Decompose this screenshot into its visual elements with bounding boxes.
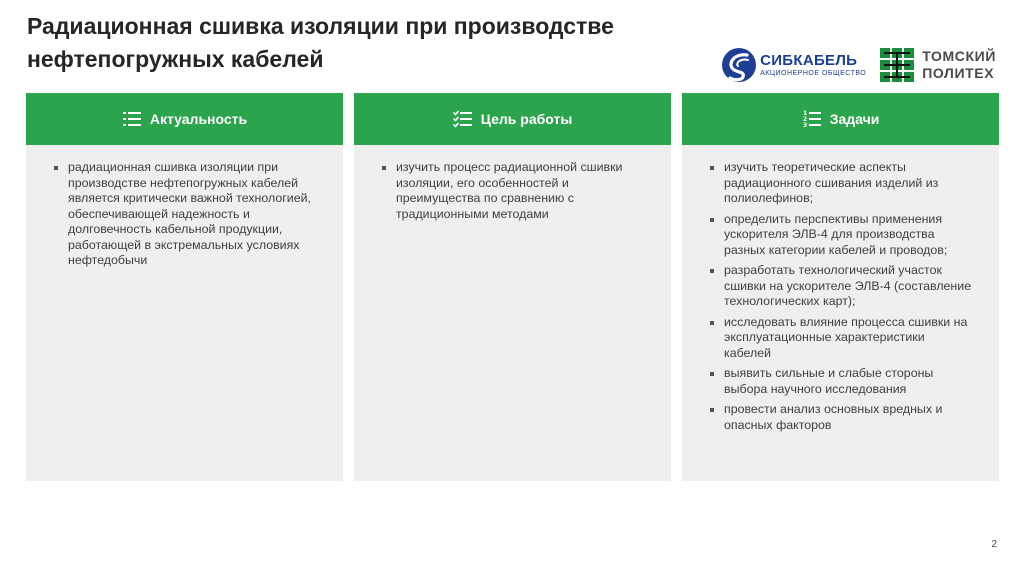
- svg-text:2: 2: [802, 116, 807, 123]
- card-tasks: [682, 93, 999, 481]
- card-title-goal: Цель работы: [480, 111, 573, 127]
- svg-text:3: 3: [802, 122, 807, 129]
- sibkabel-logo: [721, 47, 866, 83]
- list-item: выявить сильные и слабые стороны выбора научного исследования: [709, 366, 975, 397]
- list-item: определить перспективы применения ускорителя ЭЛВ-4 для производства разных категории кабелей и проводов;: [709, 212, 975, 259]
- tpu-logo: [880, 48, 996, 82]
- sibkabel-logo-icon: [721, 47, 757, 83]
- card-list-goal: [381, 160, 647, 222]
- svg-text:1: 1: [802, 110, 807, 117]
- card-list-tasks: [709, 160, 975, 433]
- checklist-icon: [453, 109, 473, 129]
- sibkabel-name: СИБКАБЕЛЬ: [760, 51, 858, 69]
- sibkabel-subtitle: АКЦИОНЕРНОЕ ОБЩЕСТВО: [760, 69, 867, 77]
- card-title-relevance: Актуальность: [149, 111, 248, 127]
- card-goal: [354, 93, 671, 481]
- logos: [721, 42, 996, 88]
- slide-title: Радиационная сшивка изоляции при производстве нефтепогружных кабелей: [27, 13, 614, 72]
- list-item: изучить теоретические аспекты радиационного сшивания изделий из полиолефинов;: [709, 160, 975, 207]
- list-icon: [122, 109, 142, 129]
- numbered-list-icon: [802, 109, 822, 129]
- list-item: разработать технологический участок сшивки на ускорителе ЭЛВ-4 (составление технологических карт);: [709, 263, 975, 310]
- card-title-tasks: Задачи: [829, 111, 880, 127]
- tpu-logo-icon: [880, 48, 914, 82]
- card-relevance: [26, 93, 343, 481]
- card-list-relevance: [53, 160, 319, 269]
- list-item: радиационная сшивка изоляции при производстве нефтепогружных кабелей является критически важной технологией, обеспечивающей надежность и долговечность кабельной продукции, работающей в экстремальных условиях нефтедобычи: [53, 160, 319, 269]
- list-item: исследовать влияние процесса сшивки на эксплуатационные характеристики кабелей: [709, 315, 975, 362]
- list-item: изучить процесс радиационной сшивки изоляции, его особенностей и преимущества по сравнению с традиционными методами: [381, 160, 647, 222]
- tpu-name-line2: ПОЛИТЕХ: [922, 65, 995, 81]
- list-item: провести анализ основных вредных и опасных факторов: [709, 402, 975, 433]
- card-header-relevance: [26, 93, 343, 145]
- tpu-name-line1: ТОМСКИЙ: [922, 48, 996, 64]
- card-header-tasks: [682, 93, 999, 145]
- page-number: 2: [991, 539, 997, 550]
- card-header-goal: [354, 93, 671, 145]
